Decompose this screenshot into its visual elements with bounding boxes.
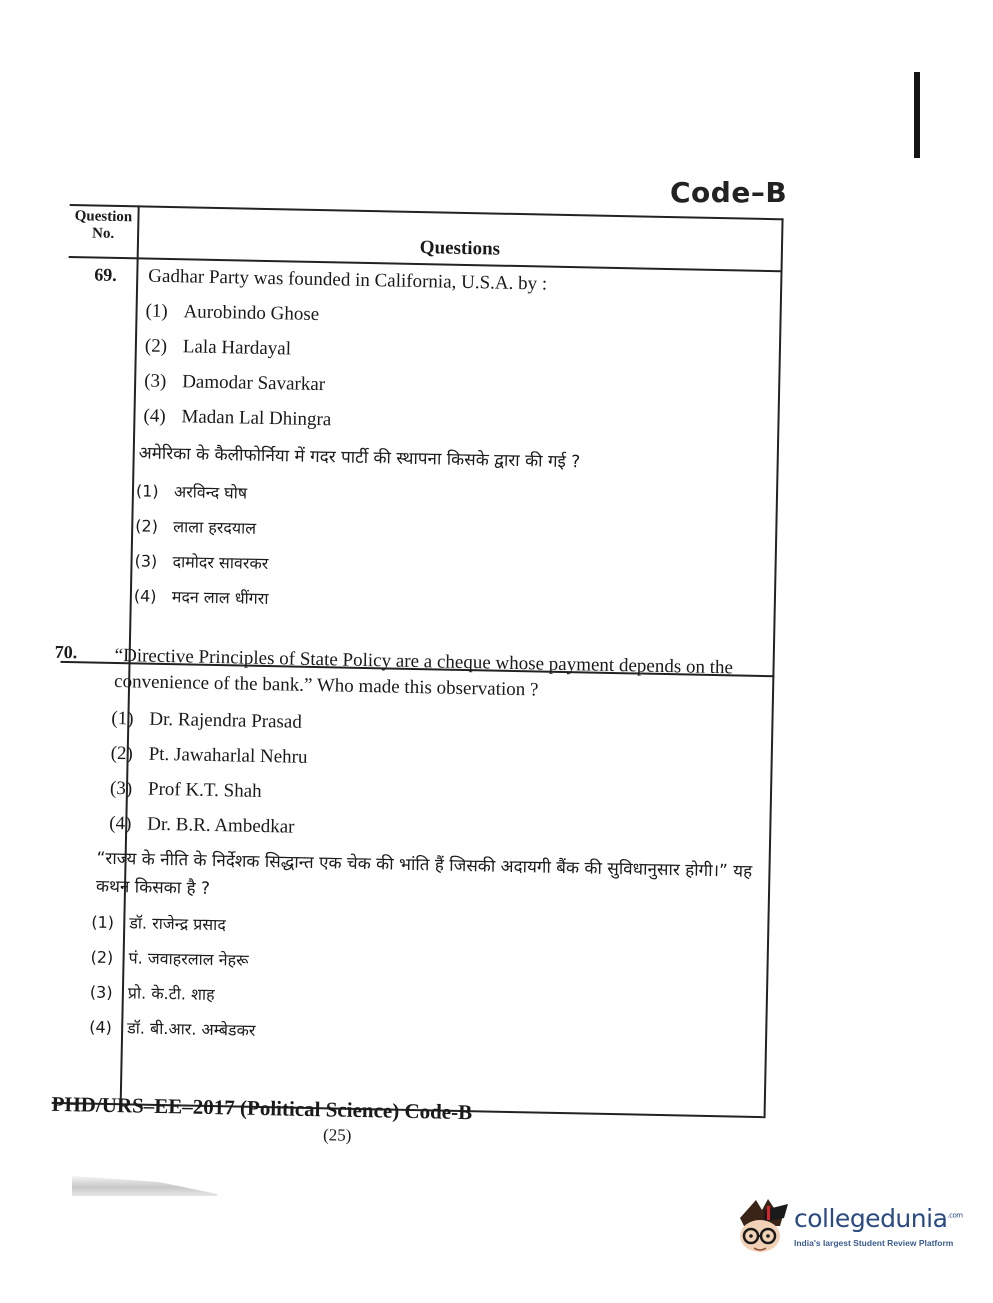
question-text-english: Gadhar Party was founded in California, U.S.A. by : (148, 265, 548, 295)
option: (1) डॉ. राजेन्द्र प्रसाद (91, 912, 227, 935)
options-english (109, 701, 309, 845)
option: (3) दामोदर सावरकर (134, 551, 269, 574)
question-number: 69. (94, 264, 118, 285)
collegedunia-watermark (734, 1196, 964, 1258)
option: (3) Prof K.T. Shah (109, 777, 262, 802)
option: (1) Aurobindo Ghose (145, 300, 320, 326)
question-text-hindi: अमेरिका के कैलीफोर्निया में गदर पार्टी की स्थापना किसके द्वारा की गई ? (138, 443, 581, 473)
option: (4) Dr. B.R. Ambedkar (109, 812, 295, 838)
option: (3) Damodar Savarkar (143, 370, 326, 396)
option: (3) प्रो. के.टी. शाह (89, 982, 215, 1005)
student-mascot-icon (734, 1196, 790, 1258)
scan-edge-bar (914, 72, 920, 158)
brand-tagline: India's largest Student Review Platform (794, 1238, 954, 1248)
option: (2) Pt. Jawaharlal Nehru (110, 742, 308, 768)
option: (2) Lala Hardayal (144, 335, 292, 360)
option: (4) मदन लाल धींगरा (133, 586, 269, 609)
header-question-no: Question No. (74, 208, 133, 242)
footer-paper-code: PHD/URS–EE–2017 (Political Science) Code-B (51, 1091, 473, 1125)
question-text-hindi: “राज्य के नीति के निर्देशक सिद्धान्त एक चेक की भांति हैं जिसकी अदायगी बैंक की सुविधानुसार होगी।” यह कथन किसका है ? (95, 848, 753, 899)
option: (4) Madan Lal Dhingra (143, 405, 332, 431)
paper-code-label: Code–B (670, 176, 788, 209)
option: (4) डॉ. बी.आर. अम्बेडकर (89, 1017, 256, 1040)
page-number: (25) (322, 1125, 352, 1145)
option: (2) पं. जवाहरलाल नेहरू (90, 947, 249, 970)
options-hindi (89, 905, 258, 1048)
question-sheet (51, 190, 790, 1144)
question-number: 70. (54, 641, 78, 663)
option: (1) अरविन्द घोष (135, 481, 248, 503)
question-text-english: “Directive Principles of State Policy are a cheque whose payment depends on the convenience of the bank.” Who made this observation ? (113, 644, 734, 701)
header-questions: Questions (419, 237, 501, 260)
brand-name: collegedunia$^{.com}$ (794, 1204, 963, 1233)
scan-smudge (72, 1176, 217, 1196)
options-english (143, 294, 334, 438)
option: (2) लाला हरदयाल (135, 516, 257, 538)
option: (1) Dr. Rajendra Prasad (111, 707, 303, 733)
options-hindi (134, 473, 271, 616)
